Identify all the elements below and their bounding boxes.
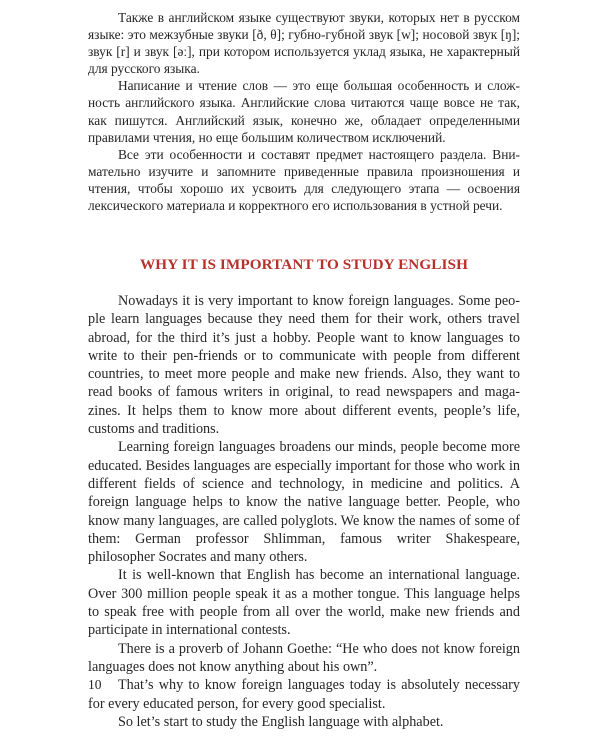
paragraph-spelling-reading: Написание и чтение слов — это еще большая особенность и сложность английского языка. Английские слова читаются чаще вовсе не так, как пишутся. Английский язык, конечно же, обладает определенными правилами чтения, но еще большим количеством исключений. [88,78,520,145]
section-heading: WHY IT IS IMPORTANT TO STUDY ENGLISH [140,256,468,273]
paragraph-sounds: Также в английском языке существуют звуки, которых нет в русском языке: это межзубные звуки [ð, θ]; губно-губной звук [w]; носовой звук [ŋ]; звук [r] и звук [əː], при котором используется уклад языка, не характерный для русского языка. [88,10,520,77]
russian-text-section [88,9,520,214]
paragraph-necessity: That’s why to know foreign languages today is absolutely necessary for every educated person, for every good specialist. [88,677,520,712]
page-number: 10 [88,677,102,692]
paragraph-international-language: It is well-known that English has become an international language. Over 300 million people speak it as a mother tongue. This language helps to speak free with people from all over the world, make new friends and participate in international contests. [88,567,520,639]
paragraph-importance: Nowadays it is very important to know foreign languages. Some people learn languages because they need them for their work, others travel abroad, for the third it’s just a hobby. People want to know languages to write to their pen-friends or to communicate with people from different countries, to meet more people and make new friends. Also, they want to read books of famous writers in original, to read newspapers and magazines. It helps them to know more about different events, people’s life, customs and traditions. [88,293,520,438]
paragraph-start-alphabet: So let’s start to study the English language with alphabet. [118,713,444,730]
paragraph-section-purpose: Все эти особенности и составят предмет настоящего раздела. Внимательно изучите и запомните приведенные правила произношения и чтения, чтобы хорошо их усвоить для следующего этапа — освоения лексического материала и корректного его использования в устной речи. [88,146,520,214]
paragraph-goethe-proverb: There is a proverb of Johann Goethe: “He who does not know foreign languages does not know anything about his own”. [88,640,520,675]
paragraph-broadens-minds: Learning foreign languages broadens our minds, people become more educated. Besides languages are especially important for those who work in different fields of science and technology, in medicine and politics. A foreign language helps to know the native language better. People, who know many languages, are called polyglots. We know the names of some of them: German professor Shlimman, famous writer Shakespeare, philosopher Socrates and many others. [88,439,520,566]
english-text-section [88,292,520,731]
